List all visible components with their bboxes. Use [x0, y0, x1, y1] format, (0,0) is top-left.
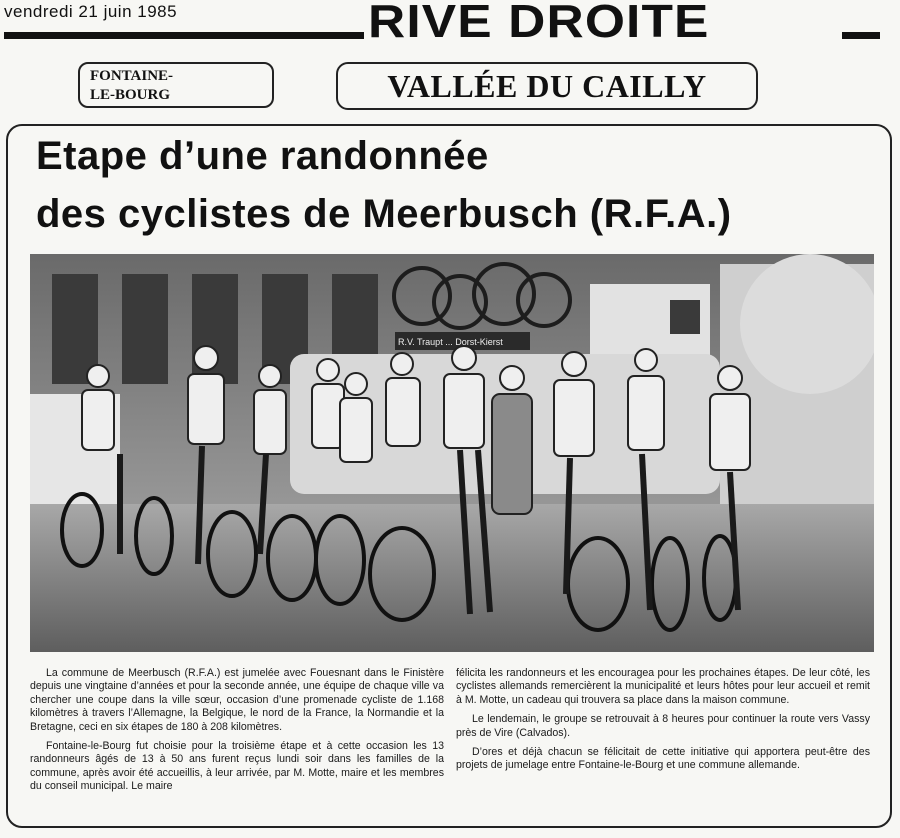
locality-line-1: FONTAINE- [90, 68, 174, 84]
region-box [336, 62, 758, 110]
paragraph: Fontaine-le-Bourg fut choisie pour la troisième étape et à cette occasion les 13 randonneurs âgés de 13 à 50 ans furent reçus lundi soir dans les familles de la commune, après avoir été accueillis, à leur arrivée, par M. Motte, maire et les membres du conseil municipal. Le maire [30, 740, 444, 793]
section-title: RIVE DROITE [368, 0, 710, 47]
header-rule-left [4, 32, 364, 39]
cyclists-group-photo [30, 254, 874, 652]
road [30, 504, 874, 652]
header-rule-right [842, 32, 880, 39]
locality-line-2: LE-BOURG [90, 87, 171, 103]
news-photo [30, 254, 874, 652]
paragraph: D’ores et déjà chacun se félicitait de cette initiative qui apportera peut-être des projets de jumelage entre Fontaine-le-Bourg et une commune allemande. [456, 746, 870, 772]
paragraph: La commune de Meerbusch (R.F.A.) est jumelée avec Fouesnant dans le Finistère depuis une vingtaine d’années et pour la seconde année, une équipe de chaque ville va chercher une coupe dans la ville sœur, occasion d’une promenade cycliste de 1.168 kilomètres à travers l’Allemagne, la Belgique, le nord de la France, la Normandie et la Bretagne, ceci en six étapes de 180 à 208 kilomètres. [30, 667, 444, 733]
headline-line-1: Etape d’une randonnée [36, 134, 489, 178]
body-column-right [456, 667, 870, 779]
truck-window [670, 300, 700, 334]
locality-box [78, 62, 274, 108]
body-column-left [30, 667, 444, 800]
paragraph: Le lendemain, le groupe se retrouvait à 8 heures pour continuer la route vers Vassy près de Vire (Calvados). [456, 713, 870, 739]
tank [740, 254, 874, 394]
date-line: vendredi 21 juin 1985 [4, 2, 178, 21]
roof-rack-text: R.V. Traupt ... Dorst-Kierst [398, 337, 503, 347]
headline-line-2: des cyclistes de Meerbusch (R.F.A.) [36, 192, 732, 236]
region-title: VALLÉE DU CAILLY [387, 67, 707, 104]
paragraph: félicita les randonneurs et les encouragea pour les prochaines étapes. De leur côté, les cyclistes allemands remercièrent la municipalité et leurs hôtes pour leur accueil et remit à M. Motte, un cadeau qui trouvera sa place dans la maison commune. [456, 667, 870, 706]
